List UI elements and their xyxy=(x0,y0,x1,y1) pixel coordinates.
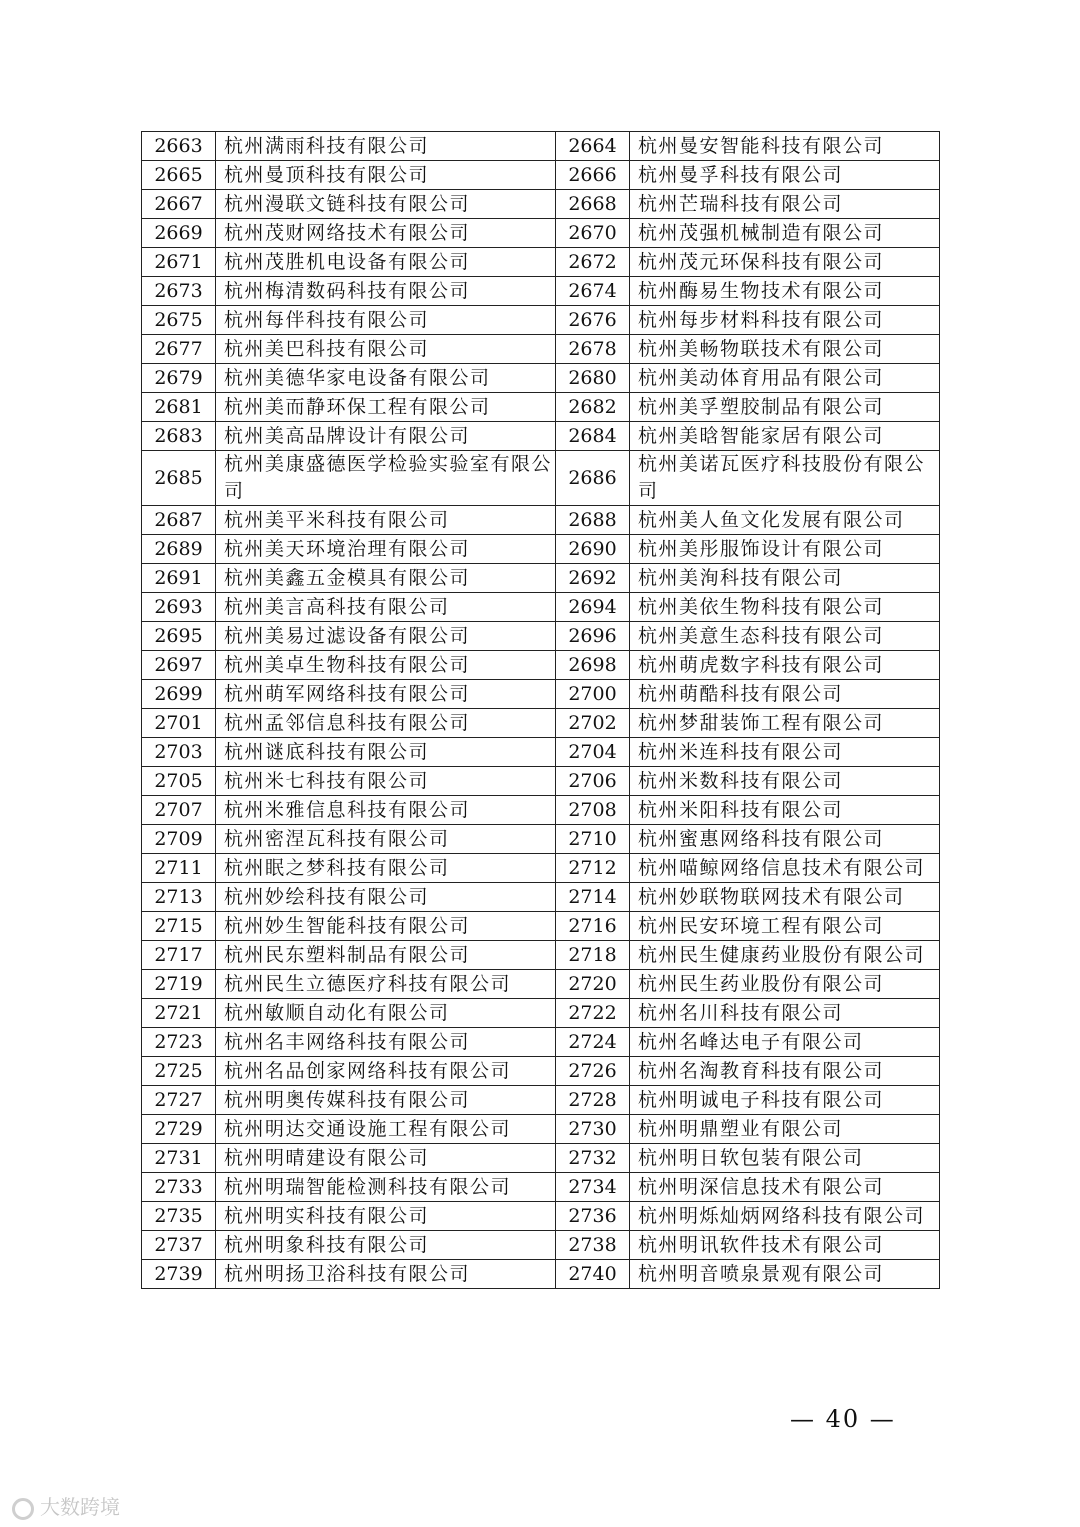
company-name-right: 杭州茂强机械制造有限公司 xyxy=(630,219,940,248)
row-number-right: 2732 xyxy=(556,1144,630,1173)
company-name-right: 杭州明日软包装有限公司 xyxy=(630,1144,940,1173)
row-number-left: 2697 xyxy=(142,651,216,680)
page-number: — 40 — xyxy=(790,1405,896,1433)
company-name-right: 杭州萌酷科技有限公司 xyxy=(630,680,940,709)
row-number-right: 2664 xyxy=(556,132,630,161)
row-number-left: 2683 xyxy=(142,422,216,451)
row-number-left: 2715 xyxy=(142,912,216,941)
row-number-left: 2729 xyxy=(142,1115,216,1144)
row-number-left: 2669 xyxy=(142,219,216,248)
row-number-right: 2696 xyxy=(556,622,630,651)
row-number-left: 2685 xyxy=(142,451,216,506)
watermark-logo-icon xyxy=(12,1498,34,1520)
company-name-left: 杭州妙绘科技有限公司 xyxy=(216,883,556,912)
company-name-left: 杭州茂胜机电设备有限公司 xyxy=(216,248,556,277)
table-row xyxy=(142,796,940,825)
row-number-left: 2721 xyxy=(142,999,216,1028)
row-number-left: 2677 xyxy=(142,335,216,364)
company-name-left: 杭州密涅瓦科技有限公司 xyxy=(216,825,556,854)
table-row xyxy=(142,506,940,535)
company-name-right: 杭州民生健康药业股份有限公司 xyxy=(630,941,940,970)
company-name-right: 杭州名峰达电子有限公司 xyxy=(630,1028,940,1057)
table-row xyxy=(142,1231,940,1260)
row-number-right: 2678 xyxy=(556,335,630,364)
company-name-left: 杭州美平米科技有限公司 xyxy=(216,506,556,535)
row-number-right: 2718 xyxy=(556,941,630,970)
table-row xyxy=(142,161,940,190)
company-table-container xyxy=(141,131,939,1289)
table-row xyxy=(142,680,940,709)
row-number-right: 2702 xyxy=(556,709,630,738)
company-name-left: 杭州美德华家电设备有限公司 xyxy=(216,364,556,393)
row-number-right: 2682 xyxy=(556,393,630,422)
table-row xyxy=(142,190,940,219)
table-row xyxy=(142,219,940,248)
table-row xyxy=(142,999,940,1028)
row-number-left: 2665 xyxy=(142,161,216,190)
company-name-left: 杭州明实科技有限公司 xyxy=(216,1202,556,1231)
row-number-left: 2699 xyxy=(142,680,216,709)
row-number-right: 2722 xyxy=(556,999,630,1028)
row-number-left: 2691 xyxy=(142,564,216,593)
table-row xyxy=(142,306,940,335)
company-name-left: 杭州明扬卫浴科技有限公司 xyxy=(216,1260,556,1289)
company-table xyxy=(141,131,940,1289)
row-number-right: 2688 xyxy=(556,506,630,535)
company-name-left: 杭州美易过滤设备有限公司 xyxy=(216,622,556,651)
row-number-right: 2684 xyxy=(556,422,630,451)
company-name-right: 杭州芒瑞科技有限公司 xyxy=(630,190,940,219)
table-row xyxy=(142,335,940,364)
row-number-right: 2740 xyxy=(556,1260,630,1289)
row-number-left: 2723 xyxy=(142,1028,216,1057)
table-row xyxy=(142,1086,940,1115)
company-name-left: 杭州孟邻信息科技有限公司 xyxy=(216,709,556,738)
company-name-right: 杭州美意生态科技有限公司 xyxy=(630,622,940,651)
company-name-right: 杭州美畅物联技术有限公司 xyxy=(630,335,940,364)
company-name-left: 杭州民生立德医疗科技有限公司 xyxy=(216,970,556,999)
company-name-right: 杭州民生药业股份有限公司 xyxy=(630,970,940,999)
row-number-left: 2737 xyxy=(142,1231,216,1260)
row-number-left: 2689 xyxy=(142,535,216,564)
table-row xyxy=(142,767,940,796)
company-name-right: 杭州每步材料科技有限公司 xyxy=(630,306,940,335)
row-number-left: 2709 xyxy=(142,825,216,854)
table-row xyxy=(142,1115,940,1144)
row-number-left: 2727 xyxy=(142,1086,216,1115)
table-row xyxy=(142,941,940,970)
company-name-right: 杭州美洵科技有限公司 xyxy=(630,564,940,593)
company-name-right: 杭州明烁灿炳网络科技有限公司 xyxy=(630,1202,940,1231)
company-name-right: 杭州梦甜装饰工程有限公司 xyxy=(630,709,940,738)
row-number-right: 2692 xyxy=(556,564,630,593)
table-row xyxy=(142,1028,940,1057)
company-name-right: 杭州明深信息技术有限公司 xyxy=(630,1173,940,1202)
row-number-right: 2716 xyxy=(556,912,630,941)
table-row xyxy=(142,451,940,506)
company-name-right: 杭州妙联物联网技术有限公司 xyxy=(630,883,940,912)
table-row xyxy=(142,1173,940,1202)
watermark-text: 大数跨境 xyxy=(40,1495,120,1519)
row-number-left: 2719 xyxy=(142,970,216,999)
table-row xyxy=(142,825,940,854)
row-number-left: 2713 xyxy=(142,883,216,912)
row-number-right: 2666 xyxy=(556,161,630,190)
company-name-left: 杭州美康盛德医学检验实验室有限公司 xyxy=(216,451,556,506)
watermark xyxy=(12,1491,120,1520)
table-row xyxy=(142,1144,940,1173)
company-name-left: 杭州美高品牌设计有限公司 xyxy=(216,422,556,451)
row-number-right: 2668 xyxy=(556,190,630,219)
company-name-right: 杭州曼安智能科技有限公司 xyxy=(630,132,940,161)
row-number-right: 2726 xyxy=(556,1057,630,1086)
company-name-right: 杭州茂元环保科技有限公司 xyxy=(630,248,940,277)
row-number-right: 2704 xyxy=(556,738,630,767)
table-row xyxy=(142,1202,940,1231)
company-name-left: 杭州萌军网络科技有限公司 xyxy=(216,680,556,709)
row-number-left: 2731 xyxy=(142,1144,216,1173)
row-number-right: 2736 xyxy=(556,1202,630,1231)
table-row xyxy=(142,248,940,277)
company-name-left: 杭州美言高科技有限公司 xyxy=(216,593,556,622)
row-number-left: 2663 xyxy=(142,132,216,161)
company-name-right: 杭州曼孚科技有限公司 xyxy=(630,161,940,190)
row-number-left: 2707 xyxy=(142,796,216,825)
row-number-left: 2681 xyxy=(142,393,216,422)
row-number-left: 2705 xyxy=(142,767,216,796)
row-number-right: 2730 xyxy=(556,1115,630,1144)
row-number-left: 2717 xyxy=(142,941,216,970)
row-number-left: 2739 xyxy=(142,1260,216,1289)
company-name-left: 杭州美天环境治理有限公司 xyxy=(216,535,556,564)
row-number-right: 2674 xyxy=(556,277,630,306)
row-number-right: 2694 xyxy=(556,593,630,622)
company-name-left: 杭州明瑞智能检测科技有限公司 xyxy=(216,1173,556,1202)
company-name-right: 杭州米连科技有限公司 xyxy=(630,738,940,767)
company-name-left: 杭州明奥传媒科技有限公司 xyxy=(216,1086,556,1115)
row-number-right: 2724 xyxy=(556,1028,630,1057)
company-name-right: 杭州美动体育用品有限公司 xyxy=(630,364,940,393)
row-number-right: 2734 xyxy=(556,1173,630,1202)
row-number-left: 2671 xyxy=(142,248,216,277)
table-row xyxy=(142,854,940,883)
company-name-left: 杭州明达交通设施工程有限公司 xyxy=(216,1115,556,1144)
company-name-right: 杭州美孚塑胶制品有限公司 xyxy=(630,393,940,422)
row-number-left: 2703 xyxy=(142,738,216,767)
row-number-left: 2693 xyxy=(142,593,216,622)
company-name-left: 杭州满雨科技有限公司 xyxy=(216,132,556,161)
row-number-left: 2701 xyxy=(142,709,216,738)
company-name-left: 杭州谜底科技有限公司 xyxy=(216,738,556,767)
row-number-left: 2673 xyxy=(142,277,216,306)
row-number-left: 2679 xyxy=(142,364,216,393)
table-row xyxy=(142,364,940,393)
row-number-left: 2733 xyxy=(142,1173,216,1202)
company-name-right: 杭州明鼎塑业有限公司 xyxy=(630,1115,940,1144)
table-row xyxy=(142,912,940,941)
table-row xyxy=(142,277,940,306)
company-name-right: 杭州名淘教育科技有限公司 xyxy=(630,1057,940,1086)
table-row xyxy=(142,622,940,651)
row-number-right: 2670 xyxy=(556,219,630,248)
row-number-left: 2687 xyxy=(142,506,216,535)
table-row xyxy=(142,651,940,680)
company-name-left: 杭州明象科技有限公司 xyxy=(216,1231,556,1260)
company-name-left: 杭州每伴科技有限公司 xyxy=(216,306,556,335)
row-number-right: 2680 xyxy=(556,364,630,393)
company-name-right: 杭州美彤服饰设计有限公司 xyxy=(630,535,940,564)
company-name-left: 杭州茂财网络技术有限公司 xyxy=(216,219,556,248)
company-name-left: 杭州妙生智能科技有限公司 xyxy=(216,912,556,941)
company-name-right: 杭州明音喷泉景观有限公司 xyxy=(630,1260,940,1289)
company-name-right: 杭州美人鱼文化发展有限公司 xyxy=(630,506,940,535)
company-name-right: 杭州美晗智能家居有限公司 xyxy=(630,422,940,451)
company-name-right: 杭州米阳科技有限公司 xyxy=(630,796,940,825)
table-row xyxy=(142,393,940,422)
table-row xyxy=(142,132,940,161)
company-name-left: 杭州明晴建设有限公司 xyxy=(216,1144,556,1173)
row-number-right: 2728 xyxy=(556,1086,630,1115)
company-name-left: 杭州美鑫五金模具有限公司 xyxy=(216,564,556,593)
row-number-left: 2667 xyxy=(142,190,216,219)
table-row xyxy=(142,709,940,738)
row-number-right: 2710 xyxy=(556,825,630,854)
row-number-right: 2672 xyxy=(556,248,630,277)
row-number-right: 2698 xyxy=(556,651,630,680)
table-row xyxy=(142,593,940,622)
table-row xyxy=(142,422,940,451)
row-number-left: 2725 xyxy=(142,1057,216,1086)
company-name-right: 杭州萌虎数字科技有限公司 xyxy=(630,651,940,680)
company-name-left: 杭州眠之梦科技有限公司 xyxy=(216,854,556,883)
company-name-left: 杭州曼顶科技有限公司 xyxy=(216,161,556,190)
table-row xyxy=(142,1260,940,1289)
company-name-left: 杭州米雅信息科技有限公司 xyxy=(216,796,556,825)
row-number-left: 2675 xyxy=(142,306,216,335)
row-number-right: 2706 xyxy=(556,767,630,796)
company-name-right: 杭州喵鲸网络信息技术有限公司 xyxy=(630,854,940,883)
row-number-right: 2690 xyxy=(556,535,630,564)
company-name-left: 杭州名品创家网络科技有限公司 xyxy=(216,1057,556,1086)
company-name-left: 杭州漫联文链科技有限公司 xyxy=(216,190,556,219)
table-row xyxy=(142,1057,940,1086)
row-number-left: 2695 xyxy=(142,622,216,651)
row-number-right: 2720 xyxy=(556,970,630,999)
company-name-left: 杭州敏顺自动化有限公司 xyxy=(216,999,556,1028)
company-name-right: 杭州明诚电子科技有限公司 xyxy=(630,1086,940,1115)
row-number-right: 2738 xyxy=(556,1231,630,1260)
company-name-right: 杭州酶易生物技术有限公司 xyxy=(630,277,940,306)
row-number-right: 2676 xyxy=(556,306,630,335)
company-name-left: 杭州名丰网络科技有限公司 xyxy=(216,1028,556,1057)
table-row xyxy=(142,564,940,593)
company-name-right: 杭州米数科技有限公司 xyxy=(630,767,940,796)
company-name-left: 杭州米七科技有限公司 xyxy=(216,767,556,796)
company-name-right: 杭州蜜惠网络科技有限公司 xyxy=(630,825,940,854)
company-name-right: 杭州美诺瓦医疗科技股份有限公司 xyxy=(630,451,940,506)
row-number-left: 2735 xyxy=(142,1202,216,1231)
row-number-right: 2700 xyxy=(556,680,630,709)
table-row xyxy=(142,970,940,999)
company-name-right: 杭州民安环境工程有限公司 xyxy=(630,912,940,941)
table-row xyxy=(142,883,940,912)
company-name-left: 杭州民东塑料制品有限公司 xyxy=(216,941,556,970)
table-row xyxy=(142,535,940,564)
row-number-right: 2712 xyxy=(556,854,630,883)
company-name-left: 杭州梅清数码科技有限公司 xyxy=(216,277,556,306)
row-number-right: 2708 xyxy=(556,796,630,825)
row-number-left: 2711 xyxy=(142,854,216,883)
company-name-right: 杭州美依生物科技有限公司 xyxy=(630,593,940,622)
company-name-right: 杭州明讯软件技术有限公司 xyxy=(630,1231,940,1260)
company-name-right: 杭州名川科技有限公司 xyxy=(630,999,940,1028)
company-table-body xyxy=(142,132,940,1289)
company-name-left: 杭州美巴科技有限公司 xyxy=(216,335,556,364)
company-name-left: 杭州美而静环保工程有限公司 xyxy=(216,393,556,422)
table-row xyxy=(142,738,940,767)
row-number-right: 2714 xyxy=(556,883,630,912)
row-number-right: 2686 xyxy=(556,451,630,506)
company-name-left: 杭州美卓生物科技有限公司 xyxy=(216,651,556,680)
